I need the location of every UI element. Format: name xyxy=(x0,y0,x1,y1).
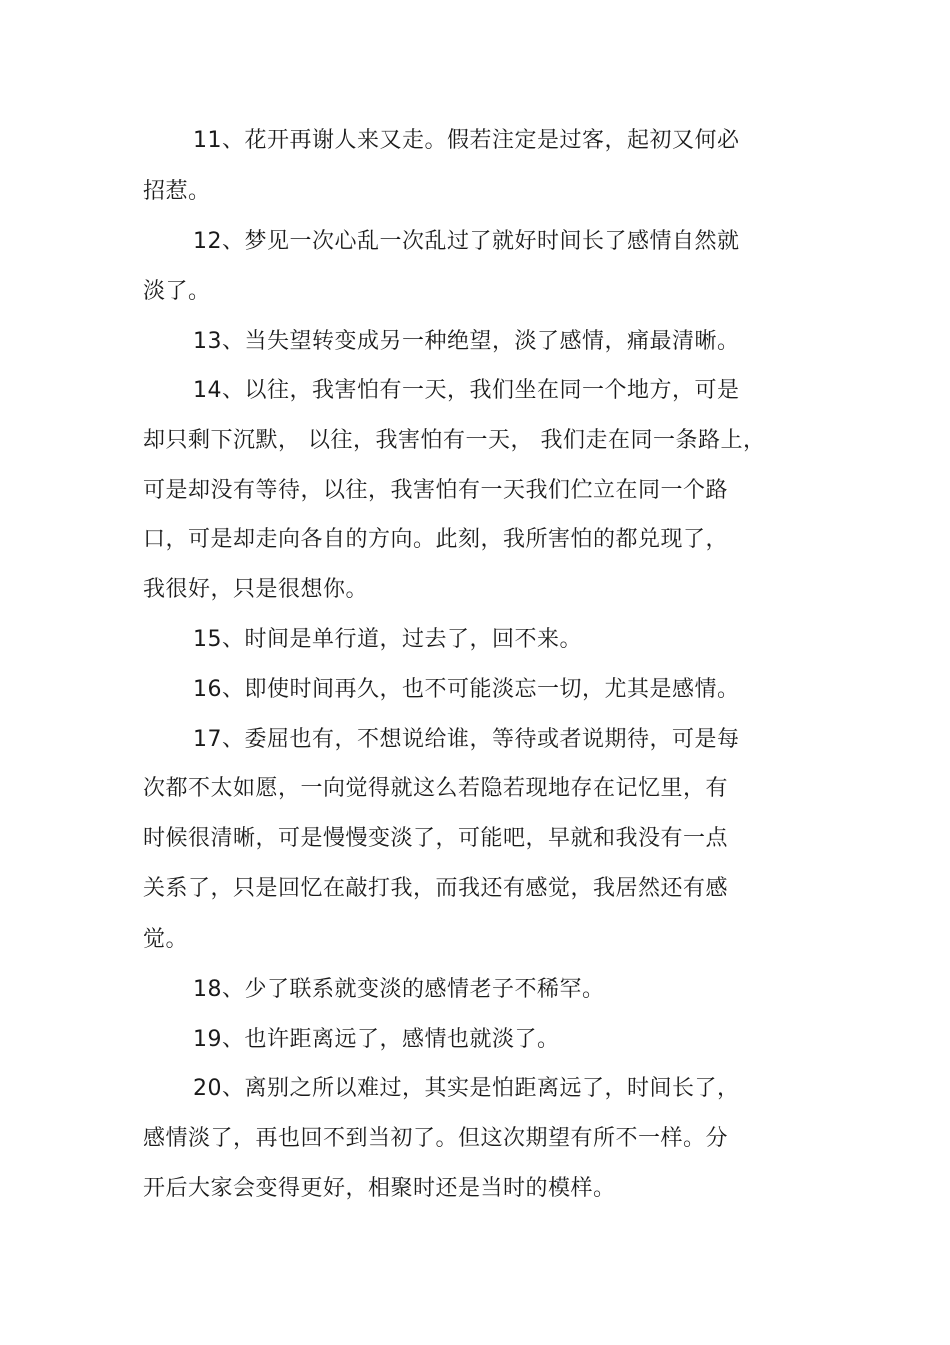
text-line: 12、梦见一次心乱一次乱过了就好时间长了感情自然就 xyxy=(193,229,740,254)
text-line: 14、以往，我害怕有一天，我们坐在同一个地方，可是 xyxy=(193,378,740,403)
text-line: 16、即使时间再久，也不可能淡忘一切，尤其是感情。 xyxy=(193,677,740,702)
text-line: 次都不太如愿，一向觉得就这么若隐若现地存在记忆里，有 xyxy=(143,776,729,801)
text-line: 感情淡了，再也回不到当初了。但这次期望有所不一样。分 xyxy=(143,1126,729,1151)
text-line: 我很好，只是很想你。 xyxy=(143,577,369,602)
text-line: 18、少了联系就变淡的感情老子不稀罕。 xyxy=(193,977,605,1002)
text-line: 时候很清晰，可是慢慢变淡了，可能吧，早就和我没有一点 xyxy=(143,826,729,851)
text-line: 觉。 xyxy=(143,927,189,952)
text-line: 20、离别之所以难过，其实是怕距离远了，时间长了， xyxy=(193,1076,740,1101)
text-line: 招惹。 xyxy=(143,179,211,204)
text-line: 11、花开再谢人来又走。假若注定是过客，起初又何必 xyxy=(193,128,740,153)
text-line: 19、也许距离远了，感情也就淡了。 xyxy=(193,1027,560,1052)
text-line: 口，可是却走向各自的方向。此刻，我所害怕的都兑现了， xyxy=(143,527,729,552)
text-line: 开后大家会变得更好，相聚时还是当时的模样。 xyxy=(143,1176,616,1201)
text-line: 淡了。 xyxy=(143,279,211,304)
text-line: 关系了，只是回忆在敲打我，而我还有感觉，我居然还有感 xyxy=(143,876,729,901)
text-line: 17、委屈也有，不想说给谁，等待或者说期待，可是每 xyxy=(193,727,740,752)
text-line: 却只剩下沉默， 以往，我害怕有一天， 我们走在同一条路上， xyxy=(143,428,766,453)
text-line: 13、当失望转变成另一种绝望，淡了感情，痛最清晰。 xyxy=(193,329,740,354)
text-line: 可是却没有等待，以往，我害怕有一天我们伫立在同一个路 xyxy=(143,478,729,503)
text-line: 15、时间是单行道，过去了，回不来。 xyxy=(193,627,582,652)
